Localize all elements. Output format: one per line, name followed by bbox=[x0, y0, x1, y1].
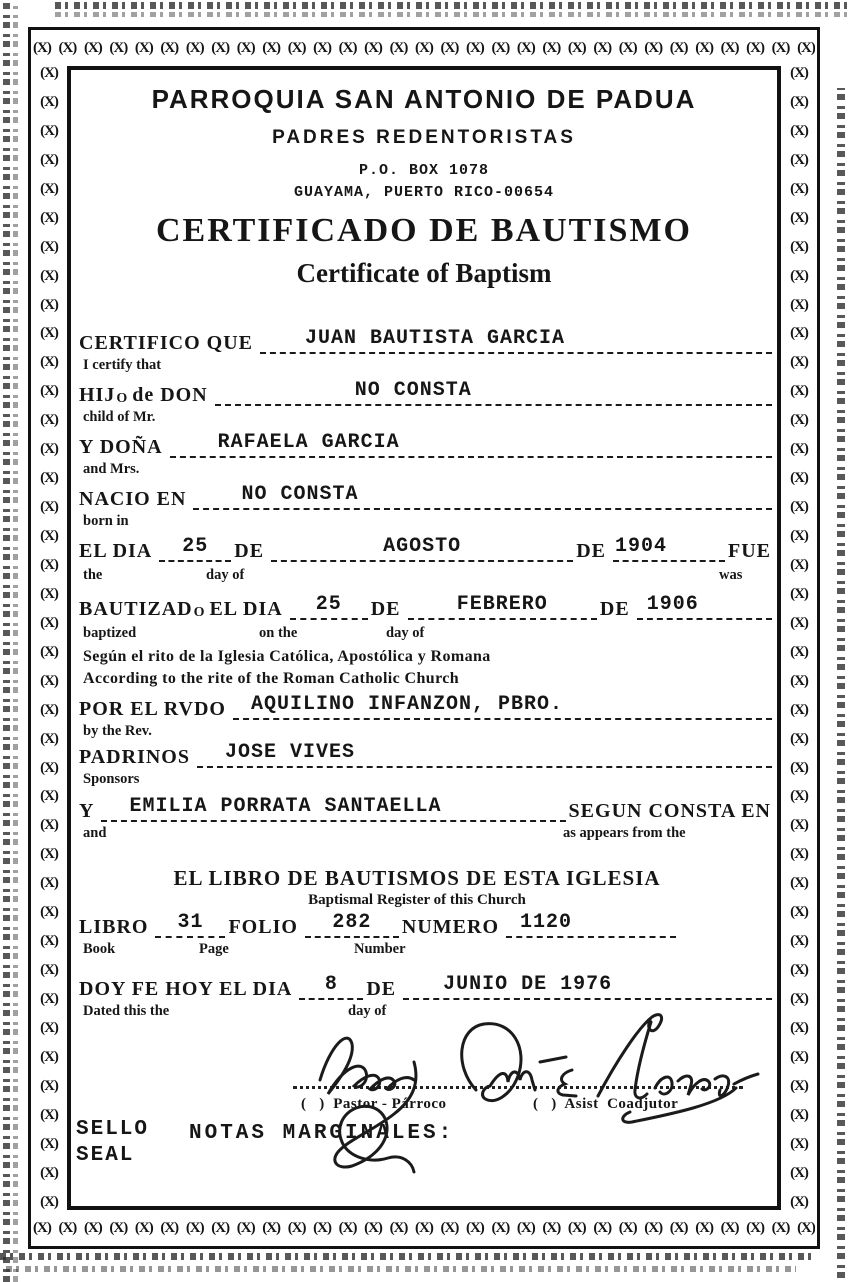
mother-sublabel: and Mrs. bbox=[83, 461, 140, 477]
birth-sub-day-of: day of bbox=[206, 567, 245, 583]
folio-fill bbox=[305, 900, 399, 938]
mother-label: Y DOÑA bbox=[79, 436, 163, 458]
birth-month-fill bbox=[271, 524, 573, 562]
scan-noise-left bbox=[3, 0, 10, 1282]
dated-label: DOY FE HOY EL DIA bbox=[79, 978, 293, 1000]
certify-fill-line bbox=[260, 316, 772, 354]
scan-noise-left-2 bbox=[13, 6, 18, 1282]
po-box: P.O. BOX 1078 bbox=[358, 162, 490, 179]
dated-sub-day-of: day of bbox=[348, 1003, 387, 1019]
born-in-label: NACIO EN bbox=[79, 488, 187, 510]
folio-sublabel: Page bbox=[199, 941, 229, 957]
baptism-month-value: FEBRERO bbox=[456, 593, 548, 616]
dated-day-fill bbox=[299, 962, 363, 1000]
baptized-label-pre: BAUTIZAD bbox=[79, 598, 193, 620]
scan-noise-bottom bbox=[0, 1253, 812, 1260]
religious-order: PADRES REDENTORISTAS bbox=[272, 127, 576, 148]
sponsor2-label: Y bbox=[79, 800, 95, 822]
mother-fill-line bbox=[170, 420, 772, 458]
register-heading-es: EL LIBRO DE BAUTISMOS DE ESTA IGLESIA bbox=[173, 866, 661, 890]
baptism-sub-on-the: on the bbox=[259, 625, 298, 641]
birth-was-label: FUE bbox=[728, 540, 771, 562]
birth-of-label: DE bbox=[234, 540, 265, 562]
reverend-fill-line bbox=[233, 682, 772, 720]
number-fill bbox=[506, 900, 676, 938]
reverend-sublabel: by the Rev. bbox=[83, 723, 152, 739]
birth-sub-was: was bbox=[719, 567, 743, 583]
book-sublabel: Book bbox=[83, 941, 116, 957]
father-label-sup: O bbox=[116, 391, 128, 406]
sponsor2-fill-line bbox=[101, 784, 565, 822]
baptism-sub-day-of: day of bbox=[386, 625, 425, 641]
father-label-pre: HIJ bbox=[79, 384, 116, 406]
field-dated bbox=[79, 964, 775, 1000]
field-reverend bbox=[79, 684, 775, 720]
baptized-label-sup: O bbox=[193, 605, 205, 620]
father-value: NO CONSTA bbox=[354, 379, 472, 402]
birth-month-value: AGOSTO bbox=[383, 535, 462, 558]
baptism-day-value: 25 bbox=[315, 593, 342, 616]
field-sponsor2 bbox=[79, 786, 775, 822]
rite-text-en: According to the rite of the Roman Catholic Church bbox=[83, 670, 460, 687]
reverend-value: AQUILINO INFANZON, PBRO. bbox=[250, 693, 564, 716]
baptism-year-fill bbox=[637, 582, 772, 620]
book-value: 31 bbox=[177, 911, 204, 934]
sponsor2-sublabel: and bbox=[83, 825, 107, 841]
certificate-title-en: Certificate of Baptism bbox=[296, 258, 552, 288]
seal-label-es: SELLO bbox=[76, 1118, 150, 1141]
marginal-notes-label: NOTAS MARGINALES: bbox=[189, 1122, 455, 1145]
dated-sublabel: Dated this the bbox=[83, 1003, 170, 1019]
scan-noise-right bbox=[837, 88, 845, 1278]
certify-value: JUAN BAUTISTA GARCIA bbox=[305, 327, 566, 350]
number-value: 1120 bbox=[520, 911, 573, 934]
baptized-label-post: EL DIA bbox=[209, 598, 283, 620]
sponsor2-value: EMILIA PORRATA SANTAELLA bbox=[129, 795, 442, 818]
pastor-checkbox-option: ( ) Pastor - Párroco bbox=[301, 1096, 447, 1112]
birth-year-fill bbox=[613, 524, 725, 562]
certificate-body bbox=[67, 66, 781, 1210]
field-register-refs bbox=[79, 902, 775, 938]
reverend-label: POR EL RVDO bbox=[79, 698, 226, 720]
certificate-border-frame bbox=[28, 27, 820, 1249]
birth-sub-the: the bbox=[83, 567, 103, 583]
scan-noise-bottom-2 bbox=[6, 1266, 796, 1272]
appears-from-sublabel-en: as appears from the bbox=[563, 825, 686, 841]
ornament-band-left: (X) (X) (X) (X) (X) (X) (X) (X) (X) (X) (X) (X) (X) (X) (X) (X) (X) (X) (X) (X) (X) (X) (X) (X) (X) (X) (X) (X) (X) (X) (X) (X) (X) (X) (X) (X) (X) (X) (X) (X) bbox=[40, 66, 58, 1210]
father-fill-line bbox=[215, 368, 772, 406]
dated-month-fill bbox=[403, 962, 772, 1000]
baptism-day-fill bbox=[290, 582, 368, 620]
ornament-band-right: (X) (X) (X) (X) (X) (X) (X) (X) (X) (X) (X) (X) (X) (X) (X) (X) (X) (X) (X) (X) (X) (X) (X) (X) (X) (X) (X) (X) (X) (X) (X) (X) (X) (X) (X) (X) (X) (X) (X) (X) bbox=[790, 66, 808, 1210]
field-sponsor1 bbox=[79, 732, 775, 768]
mother-value: RAFAELA GARCIA bbox=[217, 431, 400, 454]
folio-value: 282 bbox=[332, 911, 372, 934]
certificate-title-es: CERTIFICADO DE BAUTISMO bbox=[156, 212, 692, 249]
book-label: LIBRO bbox=[79, 916, 149, 938]
father-label-post: de DON bbox=[132, 384, 208, 406]
sponsor1-sublabel: Sponsors bbox=[83, 771, 140, 787]
folio-label: FOLIO bbox=[228, 916, 298, 938]
born-in-fill-line bbox=[193, 472, 772, 510]
sponsor1-fill-line bbox=[197, 730, 772, 768]
field-father bbox=[79, 370, 775, 406]
baptism-year-value: 1906 bbox=[646, 593, 699, 616]
baptism-month-fill bbox=[408, 582, 597, 620]
assistant-checkbox-option: ( ) Asist Coadjutor bbox=[533, 1096, 679, 1112]
field-certify bbox=[79, 318, 775, 354]
register-heading-en: Baptismal Register of this Church bbox=[308, 892, 526, 908]
seal-label-en: SEAL bbox=[76, 1144, 135, 1167]
field-mother bbox=[79, 422, 775, 458]
scan-noise-top bbox=[55, 2, 847, 9]
birth-year-label: DE bbox=[576, 540, 606, 562]
number-label: NUMERO bbox=[401, 916, 500, 938]
sponsor1-value: JOSE VIVES bbox=[224, 741, 355, 764]
birth-day-value: 25 bbox=[182, 535, 209, 558]
birth-day-label: EL DIA bbox=[79, 540, 153, 562]
certify-sublabel: I certify that bbox=[83, 357, 162, 373]
field-born-in bbox=[79, 474, 775, 510]
signature-line bbox=[293, 1086, 743, 1089]
ornament-band-top: (X) (X) (X) (X) (X) (X) (X) (X) (X) (X) (X) (X) (X) (X) (X) (X) (X) (X) (X) (X) (X) (X) (X) (X) (X) (X) (X) (X) (X) (X) (X) bbox=[33, 39, 815, 56]
baptism-sub-baptized: baptized bbox=[83, 625, 137, 641]
baptism-of-label: DE bbox=[370, 598, 401, 620]
book-fill bbox=[155, 900, 225, 938]
field-baptism-date bbox=[79, 584, 775, 620]
city-line: GUAYAMA, PUERTO RICO-00654 bbox=[293, 184, 555, 201]
parish-name: PARROQUIA SAN ANTONIO DE PADUA bbox=[151, 84, 697, 114]
scan-noise-top-2 bbox=[55, 12, 847, 17]
appears-from-label-es: SEGUN CONSTA EN bbox=[568, 800, 771, 822]
birth-year-value: 1904 bbox=[615, 535, 668, 558]
certify-label: CERTIFICO QUE bbox=[79, 332, 253, 354]
born-in-sublabel: born in bbox=[83, 513, 129, 529]
born-in-value: NO CONSTA bbox=[241, 483, 359, 506]
sponsor1-label: PADRINOS bbox=[79, 746, 190, 768]
dated-month-year-value: JUNIO DE 1976 bbox=[443, 973, 613, 996]
ornament-band-bottom: (X) (X) (X) (X) (X) (X) (X) (X) (X) (X) (X) (X) (X) (X) (X) (X) (X) (X) (X) (X) (X) (X) (X) (X) (X) (X) (X) (X) (X) (X) (X) bbox=[33, 1219, 815, 1236]
rite-text-es: Según el rito de la Iglesia Católica, Apostólica y Romana bbox=[83, 648, 491, 665]
dated-day-value: 8 bbox=[324, 973, 338, 996]
baptism-year-label: DE bbox=[599, 598, 630, 620]
field-birth-date bbox=[79, 526, 775, 562]
birth-day-fill bbox=[159, 524, 231, 562]
dated-of-label: DE bbox=[366, 978, 397, 1000]
father-sublabel: child of Mr. bbox=[83, 409, 156, 425]
number-sublabel: Number bbox=[354, 941, 406, 957]
